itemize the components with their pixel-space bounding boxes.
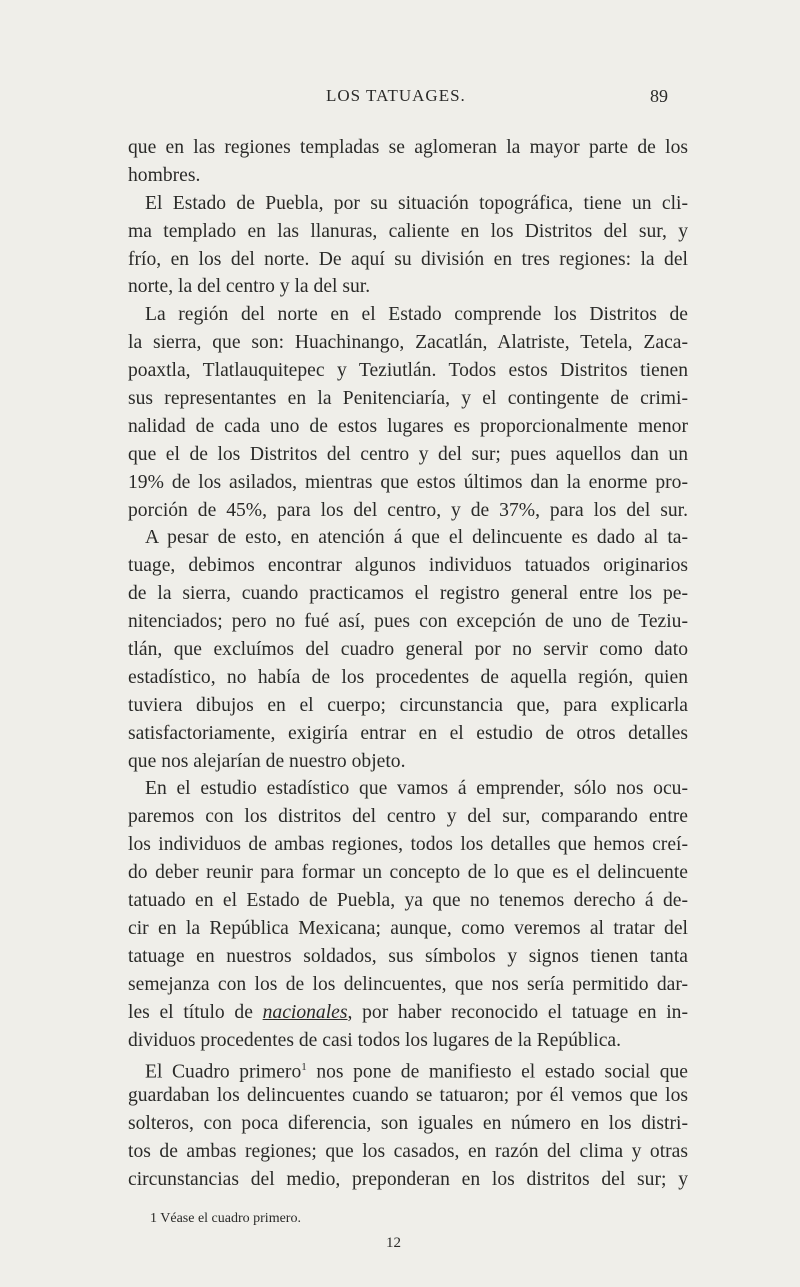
text-line: cir en la República Mexicana; aunque, como veremos al tratar del xyxy=(128,917,688,939)
text-line: do deber reunir para formar un concepto de lo que es el delincuente xyxy=(128,862,688,884)
page-number: 89 xyxy=(650,86,668,106)
footnote-reference: 1 xyxy=(301,1061,307,1074)
text-line: que el de los Distritos del centro y del sur; pues aquellos dan un xyxy=(128,443,688,465)
text-line: norte, la del centro y la del sur. xyxy=(128,276,371,298)
emphasized-word: nacionales xyxy=(262,1001,348,1023)
text-line: guardaban los delincuentes cuando se tatuaron; por él vemos que los xyxy=(128,1085,688,1107)
text-line: los individuos de ambas regiones, todos los detalles que hemos creí- xyxy=(128,834,688,856)
text-line: tatuado en el Estado de Puebla, ya que no tenemos derecho á de- xyxy=(128,890,688,912)
text-line: poaxtla, Tlatlauquitepec y Teziutlán. Todos estos Distritos tienen xyxy=(128,360,688,382)
footnote-text: Véase el cuadro primero. xyxy=(160,1211,301,1226)
text-line: tos de ambas regiones; que los casados, en razón del clima y otras xyxy=(128,1141,688,1163)
text-line: estadístico, no había de los procedentes de aquella región, quien xyxy=(128,666,688,688)
text-line: que nos alejarían de nuestro objeto. xyxy=(128,750,406,772)
text-line: tuviera dibujos en el cuerpo; circunstancia que, para explicarla xyxy=(128,694,688,716)
text-line: solteros, con poca diferencia, son iguales en número en los distri- xyxy=(128,1113,688,1135)
text-line: tuage, debimos encontrar algunos individuos tatuados originarios xyxy=(128,555,688,577)
text-line: satisfactoriamente, exigiría entrar en el estudio de otros detalles xyxy=(128,722,688,744)
text-line: la sierra, que son: Huachinango, Zacatlán, Alatriste, Tetela, Zaca- xyxy=(128,332,688,354)
text-line: circunstancias del medio, preponderan en los distritos del sur; y xyxy=(128,1168,688,1190)
running-head xyxy=(0,86,800,114)
line-text: les el título de xyxy=(128,1001,263,1023)
text-line: La región del norte en el Estado comprende los Distritos de xyxy=(145,304,688,326)
line-text: El Cuadro primero xyxy=(145,1061,302,1083)
text-line: En el estudio estadístico que vamos á emprender, sólo nos ocu- xyxy=(145,778,688,800)
text-line: de la sierra, cuando practicamos el registro general entre los pe- xyxy=(128,583,688,605)
text-line: que en las regiones templadas se aglomeran la mayor parte de los xyxy=(128,137,688,158)
running-title: LOS TATUAGES. xyxy=(326,86,466,105)
text-line: tlán, que excluímos del cuadro general por no servir como dato xyxy=(128,639,688,661)
text-line xyxy=(128,1054,688,1082)
text-line: A pesar de esto, en atención á que el delincuente es dado al ta- xyxy=(145,527,688,549)
text-line: nitenciados; pero no fué así, pues con excepción de uno de Teziu- xyxy=(128,611,688,633)
line-text: , por haber reconocido el tatuage en in- xyxy=(347,1001,688,1023)
text-line: El Estado de Puebla, por su situación topográfica, tiene un cli- xyxy=(145,192,688,214)
text-line: porción de 45%, para los del centro, y de 37%, para los del sur. xyxy=(128,499,688,521)
text-line: tatuage en nuestros soldados, sus símbolos y signos tienen tanta xyxy=(128,945,688,967)
text-line: nalidad de cada uno de estos lugares es proporcionalmente menor xyxy=(128,415,688,437)
footnote-marker: 1 xyxy=(150,1211,157,1226)
text-line: ma templado en las llanuras, caliente en los Distritos del sur, y xyxy=(128,220,688,242)
signature-mark: 12 xyxy=(386,1235,401,1251)
text-line: semejanza con los de los delincuentes, que nos sería permitido dar- xyxy=(128,973,688,995)
text-line: frío, en los del norte. De aquí su división en tres regiones: la del xyxy=(128,248,688,270)
text-line: paremos con los distritos del centro y del sur, comparando entre xyxy=(128,806,688,828)
text-line: hombres. xyxy=(128,164,201,186)
text-line xyxy=(128,999,688,1027)
footnote xyxy=(150,1211,301,1227)
text-line: dividuos procedentes de casi todos los lugares de la República. xyxy=(128,1029,621,1051)
text-line: 19% de los asilados, mientras que estos últimos dan la enorme pro- xyxy=(128,471,688,493)
text-line: sus representantes en la Penitenciaría, y el contingente de crimi- xyxy=(128,388,688,410)
body-text xyxy=(128,134,688,1194)
line-text: nos pone de manifiesto el estado social que xyxy=(306,1061,689,1083)
